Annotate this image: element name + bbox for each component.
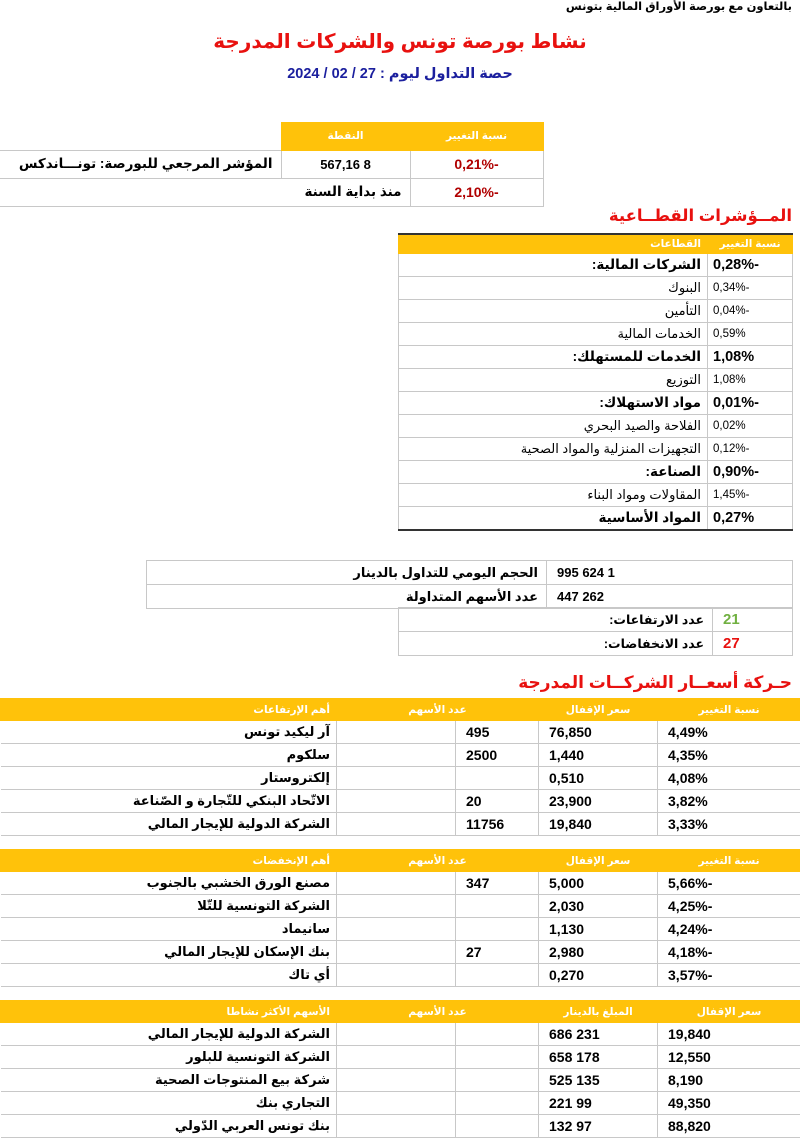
sector-change-value: -0,01%: [708, 392, 793, 415]
company-name: الاتّحاد البنكي للتّجارة و الصّناعة: [1, 790, 337, 813]
table-row: [399, 369, 793, 392]
session-date-subtitle: حصة التداول ليوم : 27 / 02 / 2024: [0, 66, 800, 82]
sector-name: التوزيع: [399, 369, 708, 392]
header-sectors: القطاعات: [399, 234, 708, 254]
empty-cell: [337, 790, 456, 813]
close-price-value: 1,130: [539, 918, 658, 941]
header-close-price: سعر الإقفال: [539, 850, 658, 872]
header-change-pct: نسبة التغيير: [410, 123, 543, 151]
empty-cell: [337, 813, 456, 836]
sector-name: الشركات المالية:: [399, 254, 708, 277]
share-count-value: [456, 1092, 539, 1115]
table-row: [1, 721, 800, 744]
change-pct-value: 3,33%: [658, 813, 800, 836]
company-name: إلكتروستار: [1, 767, 337, 790]
shares-traded-label: عدد الأسهم المتداولة: [147, 585, 547, 609]
close-price-value: 2,030: [539, 895, 658, 918]
empty-cell: [337, 918, 456, 941]
table-row: [1, 767, 800, 790]
close-price-value: 49,350: [658, 1092, 800, 1115]
share-count-value: [456, 895, 539, 918]
table-row: [399, 254, 793, 277]
decliners-label: عدد الانخفاضات:: [399, 632, 713, 656]
share-count-value: [456, 767, 539, 790]
table-row: [399, 323, 793, 346]
sector-name: التجهيزات المنزلية والمواد الصحية: [399, 438, 708, 461]
sector-name: الخدمات للمستهلك:: [399, 346, 708, 369]
share-count-value: [456, 1069, 539, 1092]
table-row: [399, 300, 793, 323]
empty-cell: [337, 744, 456, 767]
page-title: نشاط بورصة تونس والشركات المدرجة: [0, 29, 800, 54]
amount-dinar-value: 135 525: [539, 1069, 658, 1092]
header-change-pct: نسبة التغيير: [658, 699, 800, 721]
ytd-change-value: -2,10%: [410, 178, 543, 206]
header-close-price: سعر الإقفال: [658, 1001, 800, 1023]
company-name: أي تاك: [1, 964, 337, 987]
company-name: الشركة التونسية للبلور: [1, 1046, 337, 1069]
empty-cell: [337, 964, 456, 987]
daily-volume-label: الحجم اليومي للتداول بالدينار: [147, 561, 547, 585]
empty-cell: [337, 895, 456, 918]
change-pct-value: -4,18%: [658, 941, 800, 964]
sector-name: البنوك: [399, 277, 708, 300]
table-row: [399, 392, 793, 415]
header-change-pct: نسبة التغيير: [658, 850, 800, 872]
sector-change-value: -0,04%: [708, 300, 793, 323]
advancers-label: عدد الارتفاعات:: [399, 608, 713, 632]
share-count-value: 20: [456, 790, 539, 813]
section-heading-price-movement: حـركة أسعــار الشركــات المدرجة: [518, 673, 792, 693]
table-row: [1, 895, 800, 918]
table-row: [399, 461, 793, 484]
change-pct-value: 4,35%: [658, 744, 800, 767]
amount-dinar-value: 231 686: [539, 1023, 658, 1046]
sector-indices-table: [398, 233, 793, 531]
company-name: الشركة التونسية للتّلا: [1, 895, 337, 918]
advancers-count: 21: [713, 608, 793, 632]
gainers-header-row: [1, 699, 800, 721]
close-price-value: 2,980: [539, 941, 658, 964]
index-change-value: -0,21%: [410, 150, 543, 178]
section-heading-sector-indices: المــؤشرات القطــاعية: [609, 206, 792, 226]
sector-change-value: 0,59%: [708, 323, 793, 346]
company-name: سانيماد: [1, 918, 337, 941]
change-pct-value: 4,49%: [658, 721, 800, 744]
index-point-value: 8 567,16: [281, 150, 410, 178]
table-row: [1, 872, 800, 895]
company-name: سلكوم: [1, 744, 337, 767]
share-count-value: 27: [456, 941, 539, 964]
table-row: [0, 178, 543, 206]
losers-header-row: [1, 850, 800, 872]
header-spacer: [0, 123, 281, 151]
table-row: [399, 608, 793, 632]
empty-cell: [337, 767, 456, 790]
sector-name: مواد الاستهلاك:: [399, 392, 708, 415]
header-sector-change-pct: نسبة التغيير: [708, 234, 793, 254]
table-row: [1, 813, 800, 836]
change-pct-value: -4,25%: [658, 895, 800, 918]
table-row: [1, 1115, 800, 1138]
active-header-row: [1, 1001, 800, 1023]
empty-cell: [337, 1046, 456, 1069]
amount-dinar-value: 178 658: [539, 1046, 658, 1069]
volume-table: [146, 560, 793, 609]
sector-change-value: 1,08%: [708, 346, 793, 369]
advancers-decliners-table: [398, 607, 793, 656]
credit-line: بالتعاون مع بورصة الأوراق المالية بتونس: [566, 0, 792, 15]
index-label: المؤشر المرجعي للبورصة: تونـــاندكس: [0, 150, 281, 178]
company-name: آر ليكيد تونس: [1, 721, 337, 744]
table-row: [1, 1023, 800, 1046]
close-price-value: 88,820: [658, 1115, 800, 1138]
table-row: [399, 632, 793, 656]
change-pct-value: -3,57%: [658, 964, 800, 987]
empty-cell: [337, 1092, 456, 1115]
header-share-count: عدد الأسهم: [337, 699, 539, 721]
sector-name: الفلاحة والصيد البحري: [399, 415, 708, 438]
table-row: [399, 438, 793, 461]
empty-cell: [337, 1115, 456, 1138]
share-count-value: [456, 1046, 539, 1069]
ytd-label: منذ بداية السنة: [0, 178, 410, 206]
table-row: [1, 1046, 800, 1069]
close-price-value: 0,270: [539, 964, 658, 987]
close-price-value: 12,550: [658, 1046, 800, 1069]
empty-cell: [337, 1023, 456, 1046]
table-row: [1, 1069, 800, 1092]
sector-change-value: 0,02%: [708, 415, 793, 438]
empty-cell: [337, 721, 456, 744]
close-price-value: 19,840: [658, 1023, 800, 1046]
table-row: [1, 1092, 800, 1115]
empty-cell: [337, 872, 456, 895]
table-row: [399, 507, 793, 531]
header-amount-dinar: المبلغ بالدينار: [539, 1001, 658, 1023]
table-row: [1, 790, 800, 813]
company-name: الشركة الدولية للإيجار المالي: [1, 1023, 337, 1046]
sector-header-row: [399, 234, 793, 254]
sector-change-value: -0,34%: [708, 277, 793, 300]
company-name: بنك تونس العربي الدّولي: [1, 1115, 337, 1138]
sector-change-value: -0,28%: [708, 254, 793, 277]
table-row: [399, 484, 793, 507]
header-share-count: عدد الأسهم: [337, 1001, 539, 1023]
share-count-value: [456, 1115, 539, 1138]
close-price-value: 19,840: [539, 813, 658, 836]
index-header-row: [0, 123, 543, 151]
company-name: التجاري بنك: [1, 1092, 337, 1115]
company-name: شركة بيع المنتوجات الصحية: [1, 1069, 337, 1092]
company-name: الشركة الدولية للإيجار المالي: [1, 813, 337, 836]
decliners-count: 27: [713, 632, 793, 656]
empty-cell: [337, 1069, 456, 1092]
change-pct-value: 3,82%: [658, 790, 800, 813]
company-name: مصنع الورق الخشبي بالجنوب: [1, 872, 337, 895]
sector-change-value: -0,90%: [708, 461, 793, 484]
sector-name: الصناعة:: [399, 461, 708, 484]
change-pct-value: 4,08%: [658, 767, 800, 790]
header-top-losers: أهم الإنخفضات: [1, 850, 337, 872]
share-count-value: [456, 918, 539, 941]
share-count-value: 2500: [456, 744, 539, 767]
share-count-value: [456, 964, 539, 987]
close-price-value: 76,850: [539, 721, 658, 744]
table-row: [147, 561, 793, 585]
header-most-active: الأسهم الأكثر نشاطا: [1, 1001, 337, 1023]
top-losers-table: [0, 849, 800, 987]
table-row: [1, 918, 800, 941]
table-row: [399, 415, 793, 438]
change-pct-value: -5,66%: [658, 872, 800, 895]
close-price-value: 8,190: [658, 1069, 800, 1092]
shares-traded-value: 262 447: [547, 585, 793, 609]
sector-change-value: -0,12%: [708, 438, 793, 461]
close-price-value: 1,440: [539, 744, 658, 767]
empty-cell: [337, 941, 456, 964]
amount-dinar-value: 99 221: [539, 1092, 658, 1115]
header-close-price: سعر الإقفال: [539, 699, 658, 721]
table-row: [399, 277, 793, 300]
sector-name: التأمين: [399, 300, 708, 323]
close-price-value: 0,510: [539, 767, 658, 790]
sector-change-value: 1,08%: [708, 369, 793, 392]
daily-volume-value: 1 624 995: [547, 561, 793, 585]
benchmark-index-table: [0, 122, 544, 207]
table-row: [1, 964, 800, 987]
table-row: [0, 150, 543, 178]
most-active-table: [0, 1000, 800, 1138]
sector-name: الخدمات المالية: [399, 323, 708, 346]
close-price-value: 23,900: [539, 790, 658, 813]
table-row: [1, 941, 800, 964]
amount-dinar-value: 97 132: [539, 1115, 658, 1138]
close-price-value: 5,000: [539, 872, 658, 895]
company-name: بنك الإسكان للإيجار المالي: [1, 941, 337, 964]
top-gainers-table: [0, 698, 800, 836]
table-row: [1, 744, 800, 767]
sector-name: المقاولات ومواد البناء: [399, 484, 708, 507]
sector-change-value: 0,27%: [708, 507, 793, 531]
header-top-gainers: أهم الإرتفاعات: [1, 699, 337, 721]
share-count-value: [456, 1023, 539, 1046]
table-row: [147, 585, 793, 609]
sector-name: المواد الأساسية: [399, 507, 708, 531]
change-pct-value: -4,24%: [658, 918, 800, 941]
table-row: [399, 346, 793, 369]
header-point: النقطة: [281, 123, 410, 151]
header-share-count: عدد الأسهم: [337, 850, 539, 872]
share-count-value: 347: [456, 872, 539, 895]
share-count-value: 495: [456, 721, 539, 744]
sector-change-value: -1,45%: [708, 484, 793, 507]
share-count-value: 11756: [456, 813, 539, 836]
